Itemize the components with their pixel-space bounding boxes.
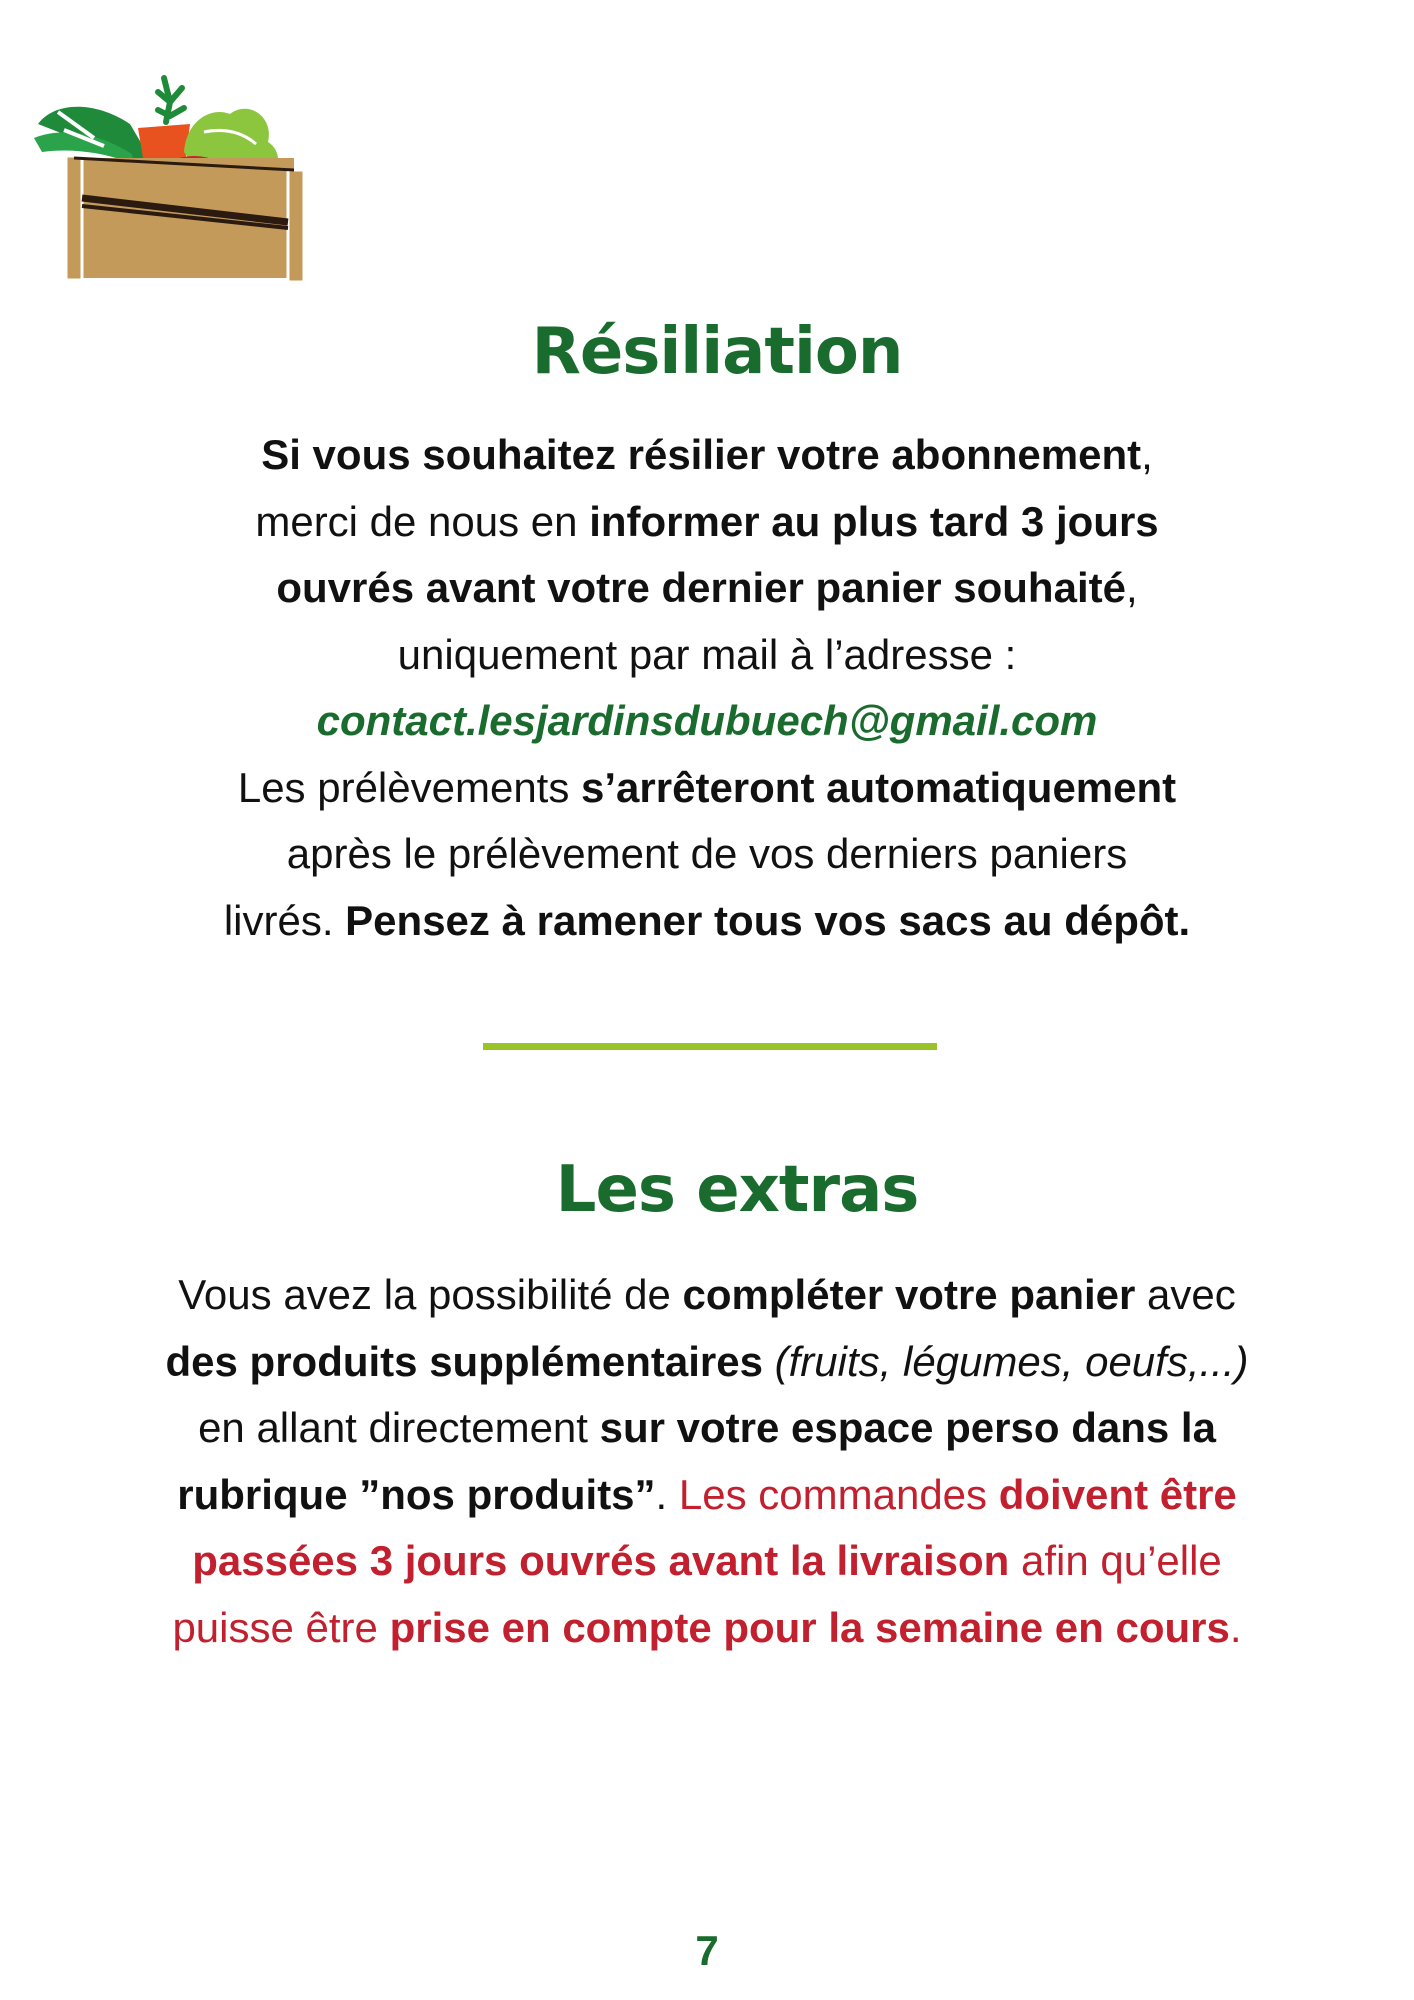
extras-line-1-b: compléter votre panier [682,1271,1136,1318]
vegetable-crate-logo-icon [34,72,306,284]
extras-paragraph [0,1262,1414,1661]
extras-line-4-b: . [655,1470,679,1518]
extras-line-6-c: . [1229,1603,1242,1651]
extras-line-5 [0,1528,1414,1595]
resiliation-line-6-bold: s’arrêteront automatiquement [581,763,1177,811]
resiliation-line-2-normal: merci de nous en [255,497,590,545]
resiliation-title: Résiliation [531,315,903,389]
extras-line-5-a: passées 3 jours ouvrés avant la livraison [192,1537,1010,1584]
resiliation-line-3-bold: ouvrés avant votre dernier panier souhaité [276,564,1126,611]
extras-line-2 [0,1329,1414,1396]
extras-line-1-c: avec [1135,1271,1236,1318]
resiliation-line-2 [0,489,1414,556]
page-number: 7 [695,1927,719,1974]
extras-line-2-b: (fruits, légumes, oeufs,...) [762,1337,1249,1385]
resiliation-line-1-end: , [1141,431,1153,478]
extras-line-3-a: en allant directement [198,1404,600,1451]
extras-line-6-a: puisse être [172,1603,390,1651]
resiliation-line-6 [0,755,1414,822]
extras-title: Les extras [555,1153,919,1227]
resiliation-paragraph [0,422,1414,954]
resiliation-line-4: uniquement par mail à l’adresse : [397,630,1017,678]
resiliation-line-8-normal: livrés. [223,896,346,944]
extras-line-2-a: des produits supplémentaires [165,1337,763,1385]
resiliation-line-3-end: , [1125,564,1138,611]
extras-line-1-a: Vous avez la possibilité de [178,1271,683,1318]
extras-line-3 [0,1395,1414,1462]
extras-line-4-c: Les commandes [678,1470,999,1518]
section-divider [483,1043,937,1050]
resiliation-line-6-normal: Les prélèvements [237,763,582,811]
extras-line-6 [0,1595,1414,1662]
extras-line-5-b: afin qu’elle [1009,1537,1222,1584]
resiliation-email-line [0,688,1414,755]
resiliation-line-1-bold: Si vous souhaitez résilier votre abonnement [261,431,1142,478]
resiliation-line-7: après le prélèvement de vos derniers paniers [286,830,1128,877]
resiliation-line-8 [0,888,1414,955]
resiliation-line-8-bold: Pensez à ramener tous vos sacs au dépôt. [345,896,1191,944]
extras-line-6-b: prise en compte pour la semaine en cours [389,1603,1230,1651]
resiliation-line-3 [0,555,1414,622]
resiliation-line-2-bold: informer au plus tard 3 jours [589,497,1159,545]
contact-email-link[interactable]: contact.lesjardinsdubuech@gmail.com [316,697,1098,744]
extras-line-1 [0,1262,1414,1329]
extras-line-4 [0,1462,1414,1529]
extras-line-4-d: doivent être [998,1470,1237,1518]
extras-line-4-a: rubrique ”nos produits” [177,1470,656,1518]
extras-line-3-b: sur votre espace perso dans la [599,1404,1216,1451]
resiliation-line-1 [0,422,1414,489]
